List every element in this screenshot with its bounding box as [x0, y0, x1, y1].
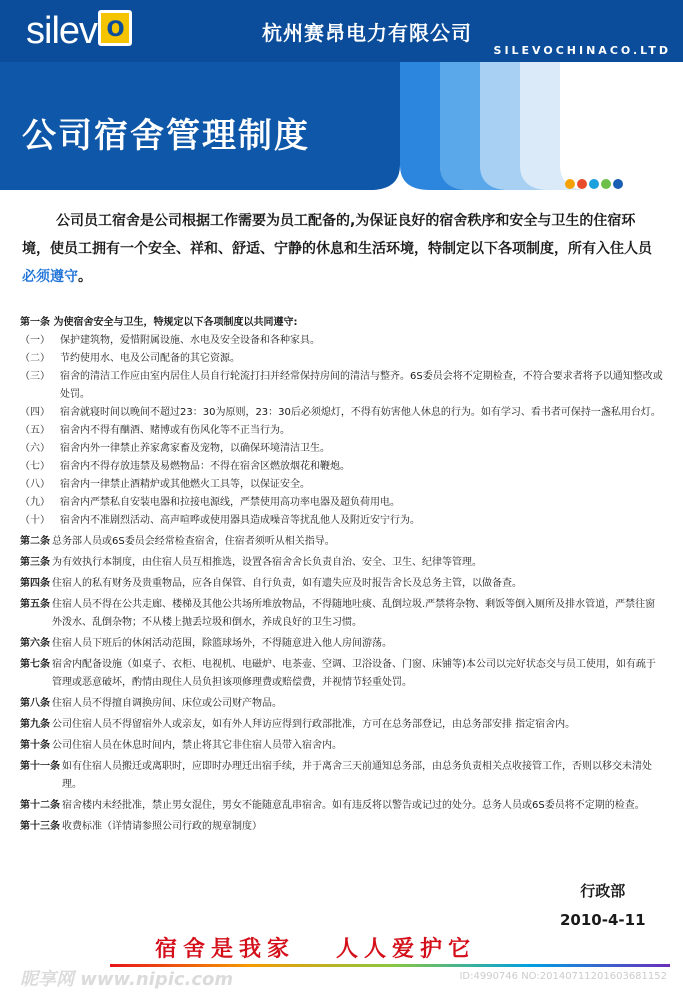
article [20, 596, 665, 632]
decor-dot [577, 179, 587, 189]
article-text: 宿舍内配备设施（如桌子、衣柜、电视机、电磁炉、电茶壶、空调、卫浴设备、门窗、床铺等)本公司以完好状态交与员工使用，如有疏于管理或恶意破坏，酌情由现住人员负担该项修理费或赔偿费，并视情节轻重处罚。 [52, 659, 656, 688]
logo-mark: o [98, 10, 132, 46]
decor-dot [589, 179, 599, 189]
rule-item-text: 宿舍内不得存放违禁及易燃物品：不得在宿舍区燃放烟花和鞭炮。 [60, 461, 350, 472]
intro-emphasis: 必须遵守 [22, 269, 78, 285]
rule-item-text: 宿舍内严禁私自安装电器和拉接电源线，严禁使用高功率电器及超负荷用电。 [60, 497, 400, 508]
article [20, 695, 665, 713]
rule-item-number: （八） [20, 479, 50, 490]
article [20, 575, 665, 593]
article-label: 第六条 [20, 638, 50, 649]
article-text: 公司住宿人员不得留宿外人或亲友，如有外人拜访应得到行政部批准，方可在总务部登记，由总务部安排 指定宿舍内。 [52, 719, 576, 730]
rule-item [20, 332, 665, 350]
signature-department: 行政部 [580, 882, 626, 900]
slogan: 宿舍是我家 人人爱护它 [155, 937, 476, 962]
article-label: 第二条 [20, 536, 50, 547]
rule-item-text: 宿舍就寝时间以晚间不超过23：30为原则，23：30后必须熄灯，不得有妨害他人休息的行为。如有学习、看书者可保持一盏私用台灯。 [60, 407, 661, 418]
rule-item-text: 宿舍内不准剧烈活动、高声喧哗或使用器具造成噪音等扰乱他人及附近安宁行为。 [60, 515, 420, 526]
article [20, 758, 665, 794]
watermark [0, 965, 683, 993]
article [20, 656, 665, 692]
intro-text: 公司员工宿舍是公司根据工作需要为员工配备的,为保证良好的宿舍秩序和安全与卫生的住宿环境，使员工拥有一个安全、祥和、舒适、宁静的休息和生活环境，特制定以下各项制度，所有入住人员 [22, 213, 652, 257]
article-1-heading: 第一条 为使宿舍安全与卫生，特规定以下各项制度以共同遵守: [20, 317, 298, 328]
article-text: 宿舍楼内未经批准，禁止男女混住，男女不能随意乱串宿舍。如有违反将以警告或记过的处分。总务人员或6S委员将不定期的检查。 [62, 800, 645, 811]
rule-item-number: （六） [20, 443, 50, 454]
rule-item [20, 440, 665, 458]
rule-item-number: （三） [20, 371, 50, 382]
company-name: 杭州赛昂电力有限公司 [262, 21, 472, 45]
rule-item [20, 350, 665, 368]
rule-item [20, 368, 665, 404]
rule-item-number: （十） [20, 515, 50, 526]
article-label: 第十条 [20, 740, 50, 751]
article-text: 如有住宿人员搬迁或离职时，应即时办理迁出宿手续，并于离舍三天前通知总务部，由总务负责相关点收接管工作，否则以移交未清处理。 [62, 761, 652, 790]
rule-item [20, 476, 665, 494]
article [20, 635, 665, 653]
signature-date: 2010-4-11 [560, 911, 646, 929]
rule-item-text: 宿舍的清洁工作应由室内居住人员自行轮流打扫并经常保持房间的清洁与整齐。6S委员会将不定期检查，不符合要求者将予以通知整改或处罚。 [60, 371, 663, 400]
intro-paragraph [22, 207, 662, 291]
signature-block [560, 877, 646, 935]
articles-list [20, 533, 665, 836]
article-label: 第十一条 [20, 761, 60, 772]
rules-content [20, 313, 665, 836]
rule-item-number: （五） [20, 425, 50, 436]
article [20, 737, 665, 755]
article [20, 533, 665, 551]
article-text: 住宿人员不得擅自调换房间、床位或公司财产物品。 [52, 698, 282, 709]
article [20, 797, 665, 815]
article-text: 公司住宿人员在休息时间内，禁止将其它非住宿人员带入宿舍内。 [52, 740, 342, 751]
rule-item-number: （七） [20, 461, 50, 472]
article-text: 收费标准（详情请参照公司行政的规章制度） [62, 821, 262, 832]
rule-item-text: 宿舍内一律禁止酒精炉或其他燃火工具等，以保证安全。 [60, 479, 310, 490]
article-label: 第七条 [20, 659, 50, 670]
rule-item-text: 保护建筑物，爱惜附属设施、水电及安全设备和各种家具。 [60, 335, 320, 346]
rule-item-number: （二） [20, 353, 50, 364]
rule-item-text: 宿舍内外一律禁止养家禽家畜及宠物，以确保环境清洁卫生。 [60, 443, 330, 454]
watermark-id: ID:4990746 NO:20140711201603681152 [459, 971, 667, 982]
article-text: 住宿人员下班后的休闲活动范围，除篮球场外，不得随意进入他人房间游荡。 [52, 638, 392, 649]
page-title: 公司宿舍管理制度 [22, 116, 310, 156]
article-text: 住宿人员不得在公共走廊、楼梯及其他公共场所堆放物品，不得随地吐痰、乱倒垃圾.严禁将杂物、剩饭等倒入厕所及排水管道，严禁往窗外泼水、乱倒杂物；不从楼上抛丢垃圾和倒水，养成良好的卫生习惯。 [52, 599, 656, 628]
rule-item-number: （四） [20, 407, 50, 418]
rule-item [20, 458, 665, 476]
title-banner [0, 0, 683, 200]
article [20, 818, 665, 836]
rule-item [20, 512, 665, 530]
rule-item-text: 宿舍内不得有酗酒、赌博或有伤风化等不正当行为。 [60, 425, 290, 436]
banner-stripe-6 [560, 62, 683, 190]
decor-dot [613, 179, 623, 189]
article-label: 第三条 [20, 557, 50, 568]
article-label: 第八条 [20, 698, 50, 709]
watermark-site: 昵享网 www.nipic.com [20, 969, 234, 990]
logo-text: silev [26, 10, 98, 52]
article-label: 第九条 [20, 719, 50, 730]
decor-dot [565, 179, 575, 189]
article-label: 第五条 [20, 599, 50, 610]
rule-item [20, 422, 665, 440]
rule-item-text: 节约使用水、电及公司配备的其它资源。 [60, 353, 240, 364]
article-label: 第十三条 [20, 821, 60, 832]
rule-item [20, 494, 665, 512]
article-label: 第四条 [20, 578, 50, 589]
decor-dot [601, 179, 611, 189]
intro-end: 。 [78, 269, 92, 285]
rule-item-number: （九） [20, 497, 50, 508]
article [20, 554, 665, 572]
article-text: 为有效执行本制度，由住宿人员互相推选，设置各宿舍舍长负责自治、安全、卫生、纪律等管理。 [52, 557, 482, 568]
article-1-items [20, 332, 665, 530]
article [20, 716, 665, 734]
rule-item [20, 404, 665, 422]
article-text: 总务部人员或6S委员会经常检查宿舍，住宿者须听从相关指导。 [52, 536, 335, 547]
decor-dots [565, 174, 625, 193]
article-label: 第十二条 [20, 800, 60, 811]
rule-item-number: （一） [20, 335, 50, 346]
company-english-name: SILEVOCHINACO.LTD [493, 44, 671, 57]
article-text: 住宿人的私有财务及贵重物品，应各自保管、自行负责，如有遗失应及时报告舍长及总务主管，以做备查。 [52, 578, 522, 589]
